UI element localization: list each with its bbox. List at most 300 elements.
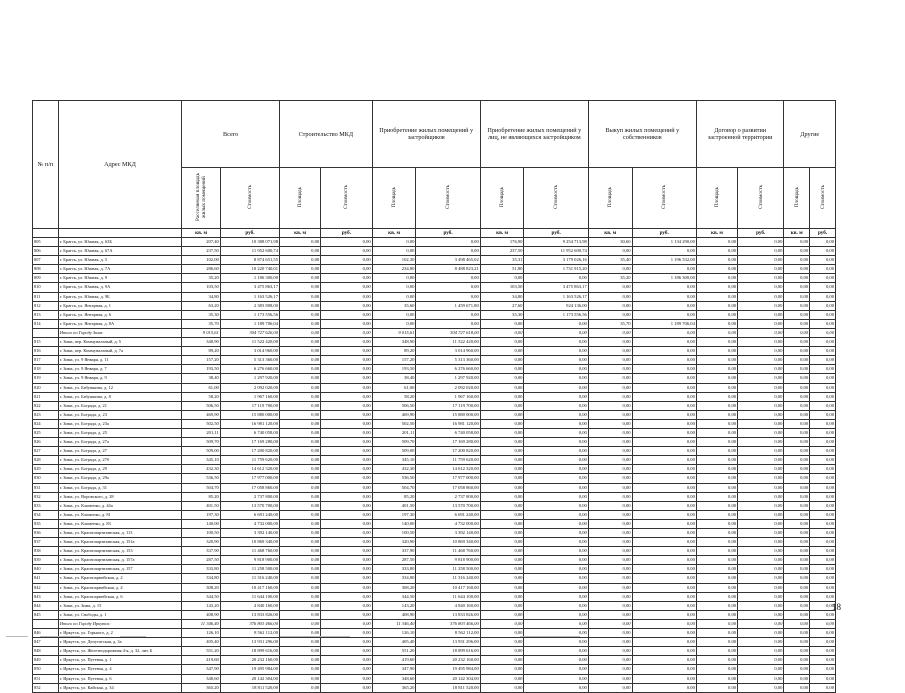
cell-a3: 419,60: [372, 656, 416, 665]
cell-area: 35,20: [182, 274, 221, 283]
cell-c4: 0,00: [524, 483, 588, 492]
table-row: [33, 301, 836, 310]
cell-addr: г. Зима, ул. Краснопартизанская, д. 153: [58, 547, 182, 556]
cell-c5: 0,00: [632, 356, 696, 365]
cell-cost-zero: 0,00: [810, 301, 836, 310]
cell-c4: 0,00: [524, 529, 588, 538]
cell-cost-zero: 0,00: [738, 638, 784, 647]
cell-addr: г. Братск, ул. Южная, д. 5: [58, 256, 182, 265]
cell-area-zero: 0,00: [696, 656, 737, 665]
cell-c5: 0,00: [632, 565, 696, 574]
cell-a4: 0,00: [480, 365, 524, 374]
cell-cost-zero: 0,00: [738, 538, 784, 547]
cell-cost: 11 759 620,00: [220, 456, 279, 465]
unit-rub: руб.: [632, 229, 696, 238]
cell-c2: 0,00: [321, 401, 372, 410]
cell-cost-zero: 0,00: [810, 392, 836, 401]
cell-area-zero: 0,00: [784, 274, 810, 283]
cell-c4: 1 163 526,17: [524, 292, 588, 301]
cell-a3: 38,40: [372, 374, 416, 383]
cell-a3: 0,00: [372, 283, 416, 292]
cell-id: 820: [33, 383, 59, 392]
cell-area-zero: 0,00: [696, 583, 737, 592]
area-subheader: Площадь: [784, 168, 810, 229]
cell-id: 832: [33, 492, 59, 501]
cell-cost-zero: 0,00: [810, 610, 836, 619]
cell-c4: 0,00: [524, 665, 588, 674]
cell-a3: 345,10: [372, 456, 416, 465]
cell-area-zero: 0,00: [696, 428, 737, 437]
cell-area-zero: 0,00: [696, 292, 737, 301]
cell-id: 843: [33, 592, 59, 601]
cell-cost: 3 392 140,00: [220, 529, 279, 538]
cell-cost-zero: 0,00: [738, 647, 784, 656]
cell-area: 504,70: [182, 483, 221, 492]
cell-a5: 0,00: [588, 647, 632, 656]
table-row: [33, 465, 836, 474]
cell-area-zero: 0,00: [784, 529, 810, 538]
cell-c5: 0,00: [632, 647, 696, 656]
cell-a2: 0,00: [280, 274, 321, 283]
cell-cost-zero: 0,00: [810, 465, 836, 474]
cell-a5: 0,00: [588, 410, 632, 419]
cell-area: 345,10: [182, 456, 221, 465]
cell-id: 808: [33, 265, 59, 274]
cell-a3: 509,00: [372, 447, 416, 456]
cell-cost: 4 732 000,00: [220, 519, 279, 528]
unit-m2: кв. м: [588, 229, 632, 238]
cell-area: 401,50: [182, 501, 221, 510]
cost-subheader: Стоимость: [416, 168, 480, 229]
cell-cost-zero: 0,00: [810, 456, 836, 465]
cell-a2: 0,00: [280, 610, 321, 619]
cell-a2: 0,00: [280, 592, 321, 601]
cell-cost-zero: 0,00: [810, 601, 836, 610]
cost-subheader: Стоимость: [321, 168, 372, 229]
cell-area: 9 015,61: [182, 328, 221, 337]
cell-a5: 0,00: [588, 447, 632, 456]
cell-addr: г. Братск, ул. Южная, д. 67А: [58, 247, 182, 256]
cell-cost-zero: 0,00: [810, 492, 836, 501]
cell-area-zero: 0,00: [784, 538, 810, 547]
cell-area-zero: 0,00: [784, 647, 810, 656]
cell-area: 11 346,40: [182, 619, 221, 628]
cell-c4: 0,00: [524, 401, 588, 410]
cell-addr: г. Зима, ул. Бограда, д. 25: [58, 428, 182, 437]
cell-cost: 6 740 058,00: [220, 428, 279, 437]
cell-area-zero: 0,00: [784, 592, 810, 601]
cell-c4: 0,00: [524, 610, 588, 619]
cell-addr: г. Зима, ул. Клименко, д. 83: [58, 519, 182, 528]
table-row: [33, 474, 836, 483]
cell-id: 844: [33, 601, 59, 610]
cell-c4: 0,00: [524, 547, 588, 556]
cell-addr: г. Зима, ул. 9 Января, д. 11: [58, 356, 182, 365]
cell-a4: 0,00: [480, 574, 524, 583]
cell-area: 61,00: [182, 383, 221, 392]
cell-c5: 0,00: [632, 338, 696, 347]
cell-c4: 0,00: [524, 374, 588, 383]
cell-area: 502,50: [182, 419, 221, 428]
cell-a4: 0,00: [480, 683, 524, 692]
cell-a3: 89,20: [372, 347, 416, 356]
cell-c3: 10 417 160,00: [416, 583, 480, 592]
cell-c3: 1 967 160,00: [416, 392, 480, 401]
cell-c2: 0,00: [321, 465, 372, 474]
cell-c2: 0,00: [321, 483, 372, 492]
cell-cost-zero: 0,00: [738, 428, 784, 437]
cell-c3: 11 468 760,00: [416, 547, 480, 556]
cell-c5: 0,00: [632, 247, 696, 256]
cell-c3: 16 981 120,00: [416, 419, 480, 428]
cell-c4: 0,00: [524, 619, 588, 628]
cell-c2: 0,00: [321, 328, 372, 337]
cell-c2: 0,00: [321, 319, 372, 328]
cell-a4: 0,00: [480, 492, 524, 501]
cell-c3: 1 459 671,80: [416, 301, 480, 310]
cell-a4: 176,90: [480, 238, 524, 247]
cell-a3: 0,00: [372, 292, 416, 301]
cell-a3: 157,20: [372, 356, 416, 365]
cell-area-zero: 0,00: [784, 438, 810, 447]
table-row: [33, 538, 836, 547]
cell-c2: 0,00: [321, 665, 372, 674]
cell-a3: 337,90: [372, 547, 416, 556]
cell-addr: г. Зима, ул. Бограда, д. 27а: [58, 438, 182, 447]
cell-area: 419,60: [182, 656, 221, 665]
cell-a2: 0,00: [280, 265, 321, 274]
unit-m2: кв. м: [280, 229, 321, 238]
cell-addr: г. Иркутск, ул. Путевая, д. 4: [58, 665, 182, 674]
cell-id: 847: [33, 638, 59, 647]
cell-c5: 0,00: [632, 538, 696, 547]
cost-subheader: Стоимость: [632, 168, 696, 229]
cell-area: 405,40: [182, 638, 221, 647]
table-row: [33, 247, 836, 256]
cell-cost: 1 163 526,17: [220, 292, 279, 301]
cell-c3: 11 316 240,00: [416, 574, 480, 583]
cell-cost: 6 276 660,00: [220, 365, 279, 374]
cell-a3: 102,30: [372, 256, 416, 265]
cell-addr: г. Братск, ул. Южная, д. 7А: [58, 265, 182, 274]
cell-a3: 509,70: [372, 438, 416, 447]
cell-id: 823: [33, 410, 59, 419]
cell-c5: 0,00: [632, 301, 696, 310]
cell-cost-zero: 0,00: [810, 410, 836, 419]
cell-a3: 143,20: [372, 601, 416, 610]
cell-addr: г. Зима, ул. 9 Января, д. 7: [58, 365, 182, 374]
cell-c2: 0,00: [321, 474, 372, 483]
cell-cost-zero: 0,00: [810, 592, 836, 601]
cell-c2: 0,00: [321, 601, 372, 610]
cell-id: 826: [33, 438, 59, 447]
cell-area-zero: 0,00: [784, 347, 810, 356]
cell-cost: 17 169 280,00: [220, 438, 279, 447]
cell-addr: Итого по Городу Иркутск:: [58, 619, 182, 628]
cell-area-zero: 0,00: [784, 419, 810, 428]
cell-cost: 17 200 820,00: [220, 447, 279, 456]
cell-a5: 0,00: [588, 601, 632, 610]
cell-id: 833: [33, 501, 59, 510]
cell-id: 852: [33, 683, 59, 692]
cell-id: 842: [33, 583, 59, 592]
cell-c3: 11 522 420,00: [416, 338, 480, 347]
cell-area: 432,30: [182, 465, 221, 474]
cell-area: 536,50: [182, 474, 221, 483]
cell-id: 812: [33, 301, 59, 310]
cell-area-zero: 0,00: [696, 619, 737, 628]
cell-area-zero: 0,00: [784, 356, 810, 365]
table-row: [33, 529, 836, 538]
table-row: [33, 410, 836, 419]
cell-c2: 0,00: [321, 674, 372, 683]
cell-area-zero: 0,00: [696, 465, 737, 474]
unit-rub: руб.: [738, 229, 784, 238]
cell-c2: 0,00: [321, 374, 372, 383]
cell-cost-zero: 0,00: [810, 238, 836, 247]
cell-c2: 0,00: [321, 447, 372, 456]
cell-a4: 0,00: [480, 428, 524, 437]
cell-area: 344,50: [182, 592, 221, 601]
cell-c4: 3 179 026,16: [524, 256, 588, 265]
cell-id: 841: [33, 574, 59, 583]
cell-area: 85,20: [182, 492, 221, 501]
cell-addr: г. Зима, ул. Краснопартизанская, д. 157: [58, 565, 182, 574]
cell-c3: 17 200 820,00: [416, 447, 480, 456]
cell-a3: 344,50: [372, 592, 416, 601]
cell-area: 201,11: [182, 428, 221, 437]
cell-cost: 11 468 760,00: [220, 547, 279, 556]
cell-c2: 0,00: [321, 238, 372, 247]
cell-a5: 0,00: [588, 538, 632, 547]
cell-a3: 432,30: [372, 465, 416, 474]
cell-cost: 10 388 071,98: [220, 238, 279, 247]
cell-c5: 0,00: [632, 265, 696, 274]
cell-cost-zero: 0,00: [738, 238, 784, 247]
cell-a2: 0,00: [280, 674, 321, 683]
cell-a4: 0,00: [480, 583, 524, 592]
cell-a5: 0,00: [588, 438, 632, 447]
cell-cost: 10 869 340,00: [220, 538, 279, 547]
cell-cost-zero: 0,00: [738, 619, 784, 628]
cell-id: 814: [33, 319, 59, 328]
cell-cost-zero: 0,00: [738, 529, 784, 538]
cell-a5: 0,00: [588, 474, 632, 483]
cell-cost-zero: 0,00: [738, 565, 784, 574]
cell-cost-zero: 0,00: [810, 519, 836, 528]
cell-id: 845: [33, 610, 59, 619]
cell-cost: 20 232 160,00: [220, 656, 279, 665]
cell-cost: 376 803 466,00: [220, 619, 279, 628]
cell-a4: 0,00: [480, 547, 524, 556]
cell-c5: 0,00: [632, 428, 696, 437]
cell-area-zero: 0,00: [784, 547, 810, 556]
cell-c3: 1 297 920,00: [416, 374, 480, 383]
cell-c2: 0,00: [321, 529, 372, 538]
area-subheader: Площадь: [372, 168, 416, 229]
cell-addr: г. Иркутск, ул. Путевая, д. 6: [58, 674, 182, 683]
cell-area-zero: 0,00: [784, 483, 810, 492]
non-developers-group-header: Приобретение жилых помещений у лиц, не являющихся застройщиком: [480, 101, 588, 168]
cell-id: 831: [33, 483, 59, 492]
cell-a4: 0,00: [480, 519, 524, 528]
cell-id: 829: [33, 465, 59, 474]
cell-id: 834: [33, 510, 59, 519]
cell-c3: 6 691 240,00: [416, 510, 480, 519]
cell-c5: 1 196 532,00: [632, 256, 696, 265]
cell-c2: 0,00: [321, 365, 372, 374]
table-row: [33, 556, 836, 565]
cell-c2: 0,00: [321, 283, 372, 292]
cell-a3: 0,00: [372, 310, 416, 319]
cell-a2: 0,00: [280, 292, 321, 301]
cell-c3: 8 562 112,00: [416, 629, 480, 638]
cell-id: 819: [33, 374, 59, 383]
cell-cost-zero: 0,00: [810, 674, 836, 683]
cell-c3: 18 811 520,00: [416, 683, 480, 692]
cell-c2: 0,00: [321, 392, 372, 401]
cell-c3: 0,00: [416, 247, 480, 256]
table-row: [33, 683, 836, 692]
cell-cost-zero: 0,00: [810, 328, 836, 337]
table-row: [33, 319, 836, 328]
cell-area-zero: 0,00: [696, 665, 737, 674]
cell-id: 813: [33, 310, 59, 319]
cell-a4: 237,50: [480, 247, 524, 256]
contract-group-header: Договор о развитии застроенной территории: [696, 101, 783, 168]
cell-c2: 0,00: [321, 592, 372, 601]
cell-cost: 4 840 160,00: [220, 601, 279, 610]
cell-addr: г. Братск, ул. Южная, д. 9: [58, 274, 182, 283]
cell-c5: 0,00: [632, 674, 696, 683]
cell-c2: 0,00: [321, 428, 372, 437]
cell-cost-zero: 0,00: [810, 565, 836, 574]
cell-addr: г. Братск, ул. Янтарная, д. 8А: [58, 319, 182, 328]
cell-area-zero: 0,00: [696, 392, 737, 401]
cell-c4: 0,00: [524, 447, 588, 456]
table-row: [33, 501, 836, 510]
cell-id: [33, 619, 59, 628]
cell-id: 836: [33, 529, 59, 538]
cell-area: 408,90: [182, 610, 221, 619]
cell-cost-zero: 0,00: [738, 610, 784, 619]
table-row: [33, 547, 836, 556]
cell-area-zero: 0,00: [696, 601, 737, 610]
cell-c2: 0,00: [321, 265, 372, 274]
cell-area-zero: 0,00: [784, 656, 810, 665]
cell-area-zero: 0,00: [784, 519, 810, 528]
cell-a2: 0,00: [280, 383, 321, 392]
cell-id: 821: [33, 392, 59, 401]
cell-a2: 0,00: [280, 638, 321, 647]
cell-a3: 287,50: [372, 556, 416, 565]
cell-cost: 15 880 000,00: [220, 410, 279, 419]
cell-c5: 0,00: [632, 465, 696, 474]
cell-c4: 0,00: [524, 556, 588, 565]
cell-c2: 0,00: [321, 256, 372, 265]
cell-a5: 0,00: [588, 556, 632, 565]
cell-c4: 0,00: [524, 583, 588, 592]
cell-c5: 0,00: [632, 383, 696, 392]
cell-c5: 0,00: [632, 574, 696, 583]
cell-cost-zero: 0,00: [810, 419, 836, 428]
cell-a5: 0,00: [588, 638, 632, 647]
cell-cost-zero: 0,00: [810, 556, 836, 565]
cell-area-zero: 0,00: [696, 419, 737, 428]
cell-area-zero: 0,00: [784, 492, 810, 501]
cell-addr: г. Зима, ул. Бограда, д. 21: [58, 401, 182, 410]
table-row: [33, 310, 836, 319]
cell-addr: г. Зима, ул. Бабушкина, д. 12: [58, 383, 182, 392]
cell-a3: 401,50: [372, 501, 416, 510]
cell-c3: 13 931 296,00: [416, 638, 480, 647]
cell-cost-zero: 0,00: [738, 301, 784, 310]
cell-a5: 0,00: [588, 665, 632, 674]
cell-cost: 1 297 920,00: [220, 374, 279, 383]
cell-area-zero: 0,00: [696, 629, 737, 638]
cell-a5: 0,00: [588, 365, 632, 374]
cell-cost-zero: 0,00: [738, 483, 784, 492]
cell-area-zero: 0,00: [696, 410, 737, 419]
num-header: № п/п: [33, 101, 59, 229]
cell-cost-zero: 0,00: [810, 265, 836, 274]
cell-id: 827: [33, 447, 59, 456]
cell-c5: 0,00: [632, 592, 696, 601]
cell-cost-zero: 0,00: [738, 547, 784, 556]
cell-c3: 5 313 360,00: [416, 356, 480, 365]
cell-cost-zero: 0,00: [810, 365, 836, 374]
cell-id: 815: [33, 338, 59, 347]
cell-id: 838: [33, 547, 59, 556]
cell-area: 348,90: [182, 338, 221, 347]
cell-c2: 0,00: [321, 547, 372, 556]
cell-c3: 11 258 500,00: [416, 565, 480, 574]
cell-c3: 17 058 860,00: [416, 483, 480, 492]
cell-a5: 30,60: [588, 238, 632, 247]
cell-c2: 0,00: [321, 456, 372, 465]
cell-area: 506,50: [182, 401, 221, 410]
unit-m2: кв. м: [696, 229, 737, 238]
cell-area-zero: 0,00: [696, 347, 737, 356]
cell-a5: 0,00: [588, 419, 632, 428]
cell-c4: 0,00: [524, 274, 588, 283]
cell-cost-zero: 0,00: [810, 256, 836, 265]
cell-a4: 103,50: [480, 283, 524, 292]
cell-area-zero: 0,00: [696, 574, 737, 583]
cell-c3: 0,00: [416, 292, 480, 301]
cell-c3: 0,00: [416, 274, 480, 283]
cell-addr: г. Иркутск, ул. Горького, д. 2: [58, 629, 182, 638]
cell-a2: 0,00: [280, 647, 321, 656]
cell-area-zero: 0,00: [784, 610, 810, 619]
cell-cost-zero: 0,00: [738, 265, 784, 274]
cell-c2: 0,00: [321, 656, 372, 665]
cell-cost-zero: 0,00: [810, 538, 836, 547]
table-row: [33, 383, 836, 392]
cell-cost-zero: 0,00: [738, 456, 784, 465]
cell-c5: 0,00: [632, 456, 696, 465]
cell-cost-zero: 0,00: [738, 383, 784, 392]
cell-a5: 0,00: [588, 629, 632, 638]
cell-c4: 0,00: [524, 656, 588, 665]
cell-addr: г. Зима, ул. Бограда, д. 27: [58, 447, 182, 456]
cell-c4: 0,00: [524, 638, 588, 647]
cell-c2: 0,00: [321, 292, 372, 301]
cell-cost: 17 058 860,00: [220, 483, 279, 492]
cell-area-zero: 0,00: [784, 583, 810, 592]
cell-area: 63,20: [182, 301, 221, 310]
cell-c3: 10 869 340,00: [416, 538, 480, 547]
